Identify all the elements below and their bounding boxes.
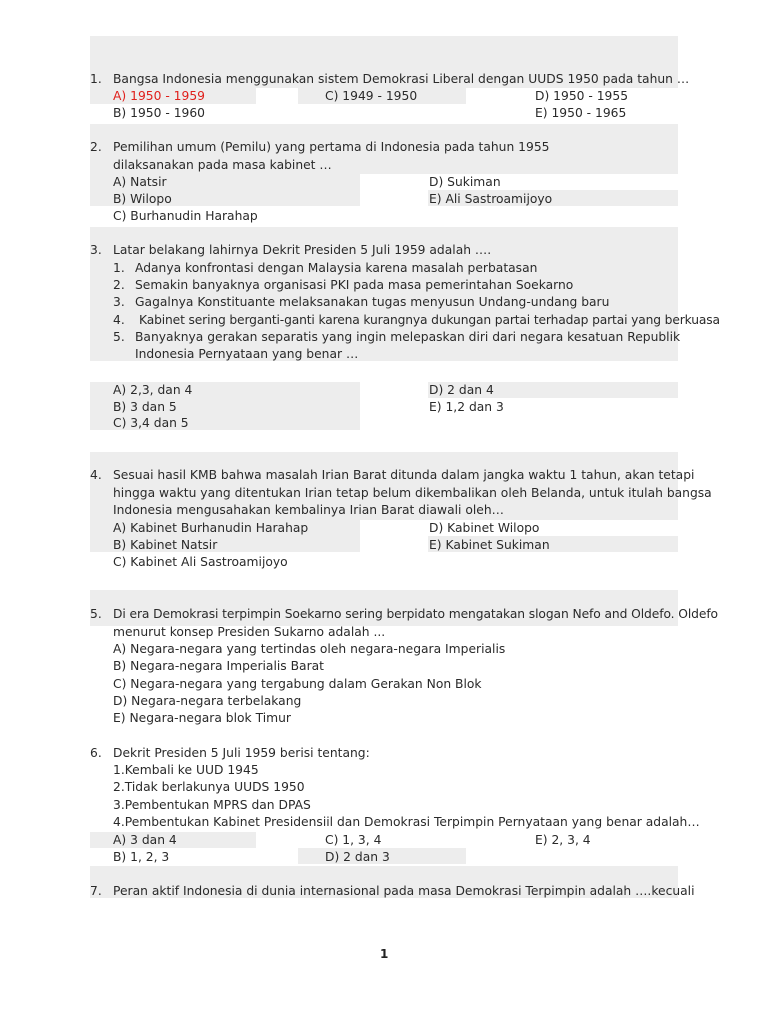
question-number: 3. bbox=[90, 243, 102, 257]
option-e: E) 2, 3, 4 bbox=[535, 833, 591, 847]
statement-text: Gagalnya Konstituante melaksanakan tugas menyusun Undang-undang baru bbox=[135, 295, 610, 309]
question-text: Latar belakang lahirnya Dekrit Presiden 5 Juli 1959 adalah …. bbox=[113, 243, 492, 257]
question-text-line-1: Di era Demokrasi terpimpin Soekarno sering berpidato mengatakan slogan Nefo and Oldefo. Oldefo bbox=[113, 607, 718, 621]
option-a: A) 3 dan 4 bbox=[113, 833, 177, 847]
question-text-line-2: menurut konsep Presiden Sukarno adalah ... bbox=[113, 625, 386, 639]
statement-text: Semakin banyaknya organisasi PKI pada masa pemerintahan Soekarno bbox=[135, 278, 574, 292]
statement-number: 5. bbox=[113, 330, 125, 344]
statement-number: 4. bbox=[113, 313, 125, 327]
statement-text: Kabinet sering berganti-ganti karena kurangnya dukungan partai terhadap partai yang berkuasa bbox=[139, 313, 720, 327]
option-c: C) Negara-negara yang tergabung dalam Gerakan Non Blok bbox=[113, 677, 482, 691]
option-e: E) Negara-negara blok Timur bbox=[113, 711, 291, 725]
option-b: B) 1950 - 1960 bbox=[113, 106, 205, 120]
statement-number: 3. bbox=[113, 295, 125, 309]
statement-number: 1. bbox=[113, 261, 125, 275]
option-d: D) 2 dan 4 bbox=[429, 383, 494, 397]
question-text: Peran aktif Indonesia di dunia internasional pada masa Demokrasi Terpimpin adalah ….kecuali bbox=[113, 884, 695, 898]
option-b: B) Kabinet Natsir bbox=[113, 538, 218, 552]
option-c: C) 3,4 dan 5 bbox=[113, 416, 189, 430]
statement-text: 4.Pembentukan Kabinet Presidensiil dan Demokrasi Terpimpin Pernyataan yang benar adalah… bbox=[113, 815, 700, 829]
statement-text: Adanya konfrontasi dengan Malaysia karena masalah perbatasan bbox=[135, 261, 538, 275]
option-d: D) Sukiman bbox=[429, 175, 501, 189]
question-number: 1. bbox=[90, 72, 102, 86]
question-text-line-1: Pemilihan umum (Pemilu) yang pertama di Indonesia pada tahun 1955 bbox=[113, 140, 550, 154]
question-number: 7. bbox=[90, 884, 102, 898]
option-a: A) Negara-negara yang tertindas oleh negara-negara Imperialis bbox=[113, 642, 506, 656]
statement-text: 3.Pembentukan MPRS dan DPAS bbox=[113, 798, 311, 812]
question-text-line-1: Sesuai hasil KMB bahwa masalah Irian Barat ditunda dalam jangka waktu 1 tahun, akan tetapi bbox=[113, 468, 695, 482]
question-number: 4. bbox=[90, 468, 102, 482]
option-a: A) 2,3, dan 4 bbox=[113, 383, 193, 397]
option-d: D) Negara-negara terbelakang bbox=[113, 694, 302, 708]
question-number: 5. bbox=[90, 607, 102, 621]
question-text-line-2: dilaksanakan pada masa kabinet … bbox=[113, 158, 332, 172]
option-b: B) 1, 2, 3 bbox=[113, 850, 170, 864]
option-a: A) Kabinet Burhanudin Harahap bbox=[113, 521, 309, 535]
page-number: 1 bbox=[380, 947, 389, 961]
statement-text-continued: Indonesia Pernyataan yang benar … bbox=[135, 347, 359, 361]
option-c: C) Burhanudin Harahap bbox=[113, 209, 258, 223]
statement-text: 2.Tidak berlakunya UUDS 1950 bbox=[113, 780, 305, 794]
option-a-answer: A) 1950 - 1959 bbox=[113, 89, 205, 103]
question-number: 6. bbox=[90, 746, 102, 760]
statement-text: Banyaknya gerakan separatis yang ingin melepaskan diri dari negara kesatuan Republik bbox=[135, 330, 681, 344]
question-text-line-3: Indonesia mengusahakan kembalinya Irian Barat diawali oleh… bbox=[113, 503, 504, 517]
option-d: D) 1950 - 1955 bbox=[535, 89, 629, 103]
option-d: D) Kabinet Wilopo bbox=[429, 521, 540, 535]
option-e: E) Ali Sastroamijoyo bbox=[429, 192, 553, 206]
option-a: A) Natsir bbox=[113, 175, 167, 189]
question-text: Bangsa Indonesia menggunakan sistem Demokrasi Liberal dengan UUDS 1950 pada tahun … bbox=[113, 72, 690, 86]
question-text-line-2: hingga waktu yang ditentukan Irian tetap belum dikembalikan oleh Belanda, untuk itulah bangsa bbox=[113, 486, 712, 500]
option-e: E) 1,2 dan 3 bbox=[429, 400, 504, 414]
option-b: B) Wilopo bbox=[113, 192, 172, 206]
statement-text: 1.Kembali ke UUD 1945 bbox=[113, 763, 259, 777]
option-e: E) 1950 - 1965 bbox=[535, 106, 627, 120]
question-text: Dekrit Presiden 5 Juli 1959 berisi tentang: bbox=[113, 746, 370, 760]
question-number: 2. bbox=[90, 140, 102, 154]
option-c: C) 1, 3, 4 bbox=[325, 833, 382, 847]
statement-number: 2. bbox=[113, 278, 125, 292]
option-b: B) Negara-negara Imperialis Barat bbox=[113, 659, 324, 673]
option-b: B) 3 dan 5 bbox=[113, 400, 177, 414]
option-c: C) 1949 - 1950 bbox=[325, 89, 418, 103]
option-d: D) 2 dan 3 bbox=[325, 850, 390, 864]
option-c: C) Kabinet Ali Sastroamijoyo bbox=[113, 555, 288, 569]
option-e: E) Kabinet Sukiman bbox=[429, 538, 550, 552]
